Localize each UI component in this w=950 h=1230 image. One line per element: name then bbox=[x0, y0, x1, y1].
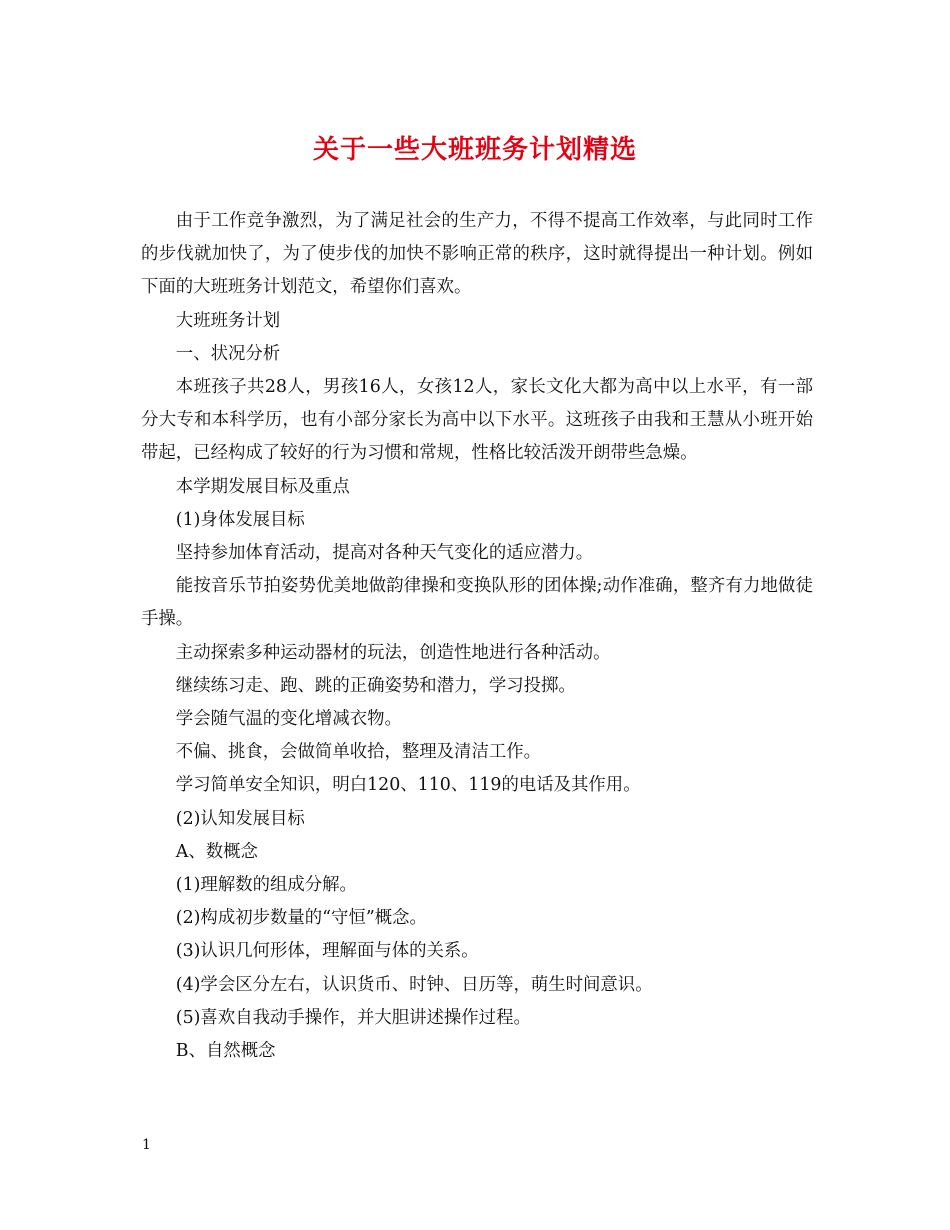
paragraph: 能按音乐节拍姿势优美地做韵律操和变换队形的团体操;动作准确，整齐有力地做徒手操。 bbox=[141, 576, 813, 630]
paragraph: 大班班务计划 bbox=[175, 310, 281, 331]
paragraph: 坚持参加体育活动，提高对各种天气变化的适应潜力。 bbox=[175, 543, 594, 564]
paragraph: 继续练习走、跑、跳的正确姿势和潜力，学习投掷。 bbox=[175, 675, 576, 696]
paragraph: (4)学会区分左右，认识货币、时钟、日历等，萌生时间意识。 bbox=[175, 974, 653, 995]
paragraph: (1)身体发展目标 bbox=[175, 509, 305, 530]
paragraph: 主动探索多种运动器材的玩法，创造性地进行各种活动。 bbox=[175, 642, 611, 663]
paragraph: 一、状况分析 bbox=[175, 343, 281, 364]
paragraph: A、数概念 bbox=[175, 841, 258, 862]
page-number: 1 bbox=[142, 1137, 151, 1153]
paragraph: 本学期发展目标及重点 bbox=[175, 476, 350, 497]
paragraph: 不偏、挑食，会做简单收拾，整理及清洁工作。 bbox=[175, 742, 542, 763]
paragraph: 由于工作竞争激烈，为了满足社会的生产力，不得不提高工作效率，与此同时工作的步伐就加快了，为了使步伐的加快不影响正常的秩序，这时就得提出一种计划。例如下面的大班班务计划范文，希望你们喜欢。 bbox=[141, 211, 813, 298]
paragraph: 学会随气温的变化增减衣物。 bbox=[175, 709, 402, 730]
paragraph: B、自然概念 bbox=[175, 1041, 276, 1062]
paragraph: (5)喜欢自我动手操作，并大胆讲述操作过程。 bbox=[175, 1007, 531, 1028]
paragraph: (3)认识几何形体，理解面与体的关系。 bbox=[175, 941, 479, 962]
paragraph: 本班孩子共28人，男孩16人，女孩12人，家长文化大都为高中以上水平，有一部分大专和本科学历，也有小部分家长为高中以下水平。这班孩子由我和王慧从小班开始带起，已经构成了较好的行为习惯和常规，性格比较活泼开朗带些急燥。 bbox=[141, 377, 813, 464]
document-body bbox=[141, 205, 813, 1068]
paragraph: (2)构成初步数量的“守恒”概念。 bbox=[175, 908, 427, 929]
paragraph: 学习简单安全知识，明白120、110、119的电话及其作用。 bbox=[175, 775, 641, 796]
paragraph: (1)理解数的组成分解。 bbox=[175, 875, 357, 896]
paragraph: (2)认知发展目标 bbox=[175, 808, 305, 829]
document-title: 关于一些大班班务计划精选 bbox=[312, 135, 637, 165]
